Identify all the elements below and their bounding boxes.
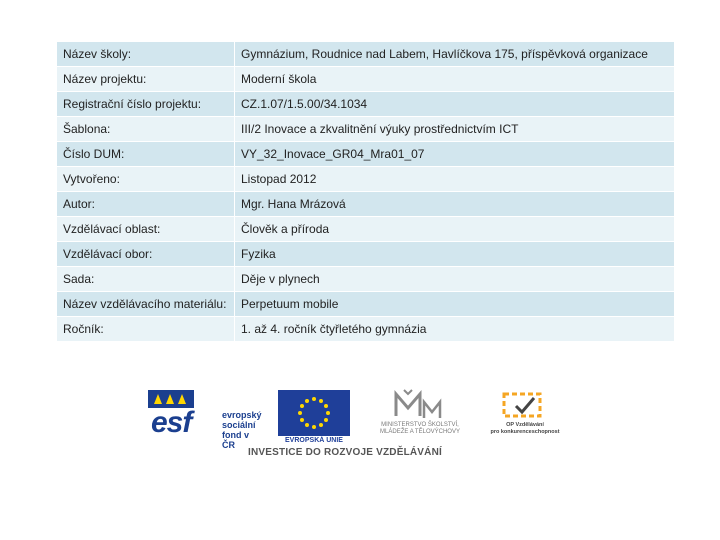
table-row [57, 167, 675, 192]
table-row [57, 217, 675, 242]
row-label: Šablona: [57, 117, 235, 142]
table-row [57, 142, 675, 167]
esf-line-2: sociální [222, 420, 256, 430]
project-info-table [57, 42, 675, 342]
row-value: Fyzika [235, 242, 675, 267]
table-row [57, 317, 675, 342]
row-value: Mgr. Hana Mrázová [235, 192, 675, 217]
table-row [57, 292, 675, 317]
op-text [485, 422, 565, 436]
row-value: Člověk a příroda [235, 217, 675, 242]
row-value: 1. až 4. ročník čtyřletého gymnázia [235, 317, 675, 342]
row-label: Název vzdělávacího materiálu: [57, 292, 235, 317]
row-value: III/2 Inovace a zkvalitnění výuky prostřednictvím ICT [235, 117, 675, 142]
esf-line-3: fond v ČR [222, 430, 249, 450]
row-label: Název projektu: [57, 67, 235, 92]
op-line-2: pro konkurenceschopnost [490, 429, 560, 435]
row-label: Vzdělávací obor: [57, 242, 235, 267]
row-value: Děje v plynech [235, 267, 675, 292]
row-value: VY_32_Inovace_GR04_Mra01_07 [235, 142, 675, 167]
op-line-1: OP Vzdělávání [506, 422, 544, 428]
row-label: Vzdělávací oblast: [57, 217, 235, 242]
row-value: CZ.1.07/1.5.00/34.1034 [235, 92, 675, 117]
msmt-line-1: MINISTERSTVO ŠKOLSTVÍ, [381, 422, 459, 428]
esf-text [222, 410, 262, 450]
row-value: Listopad 2012 [235, 167, 675, 192]
row-label: Číslo DUM: [57, 142, 235, 167]
esf-mark: esf [151, 406, 192, 439]
msmt-text [362, 422, 478, 436]
row-label: Registrační číslo projektu: [57, 92, 235, 117]
msmt-line-2: MLÁDEŽE A TĚLOVÝCHOVY [380, 429, 460, 435]
eu-flag-icon [278, 390, 350, 436]
table-row [57, 192, 675, 217]
op-mark-icon [500, 390, 546, 420]
funding-logos [148, 386, 573, 466]
row-label: Vytvořeno: [57, 167, 235, 192]
table-row [57, 242, 675, 267]
table-row [57, 42, 675, 67]
row-label: Název školy: [57, 42, 235, 67]
eu-label: EVROPSKÁ UNIE [285, 437, 343, 444]
row-label: Sada: [57, 267, 235, 292]
row-value: Gymnázium, Roudnice nad Labem, Havlíčkova 175, příspěvková organizace [235, 42, 675, 67]
table-row [57, 92, 675, 117]
row-label: Ročník: [57, 317, 235, 342]
esf-line-1: evropský [222, 410, 262, 420]
table-row [57, 67, 675, 92]
table-row [57, 267, 675, 292]
table-row [57, 117, 675, 142]
row-value: Moderní škola [235, 67, 675, 92]
slogan: INVESTICE DO ROZVOJE VZDĚLÁVÁNÍ [248, 447, 443, 458]
row-label: Autor: [57, 192, 235, 217]
row-value: Perpetuum mobile [235, 292, 675, 317]
